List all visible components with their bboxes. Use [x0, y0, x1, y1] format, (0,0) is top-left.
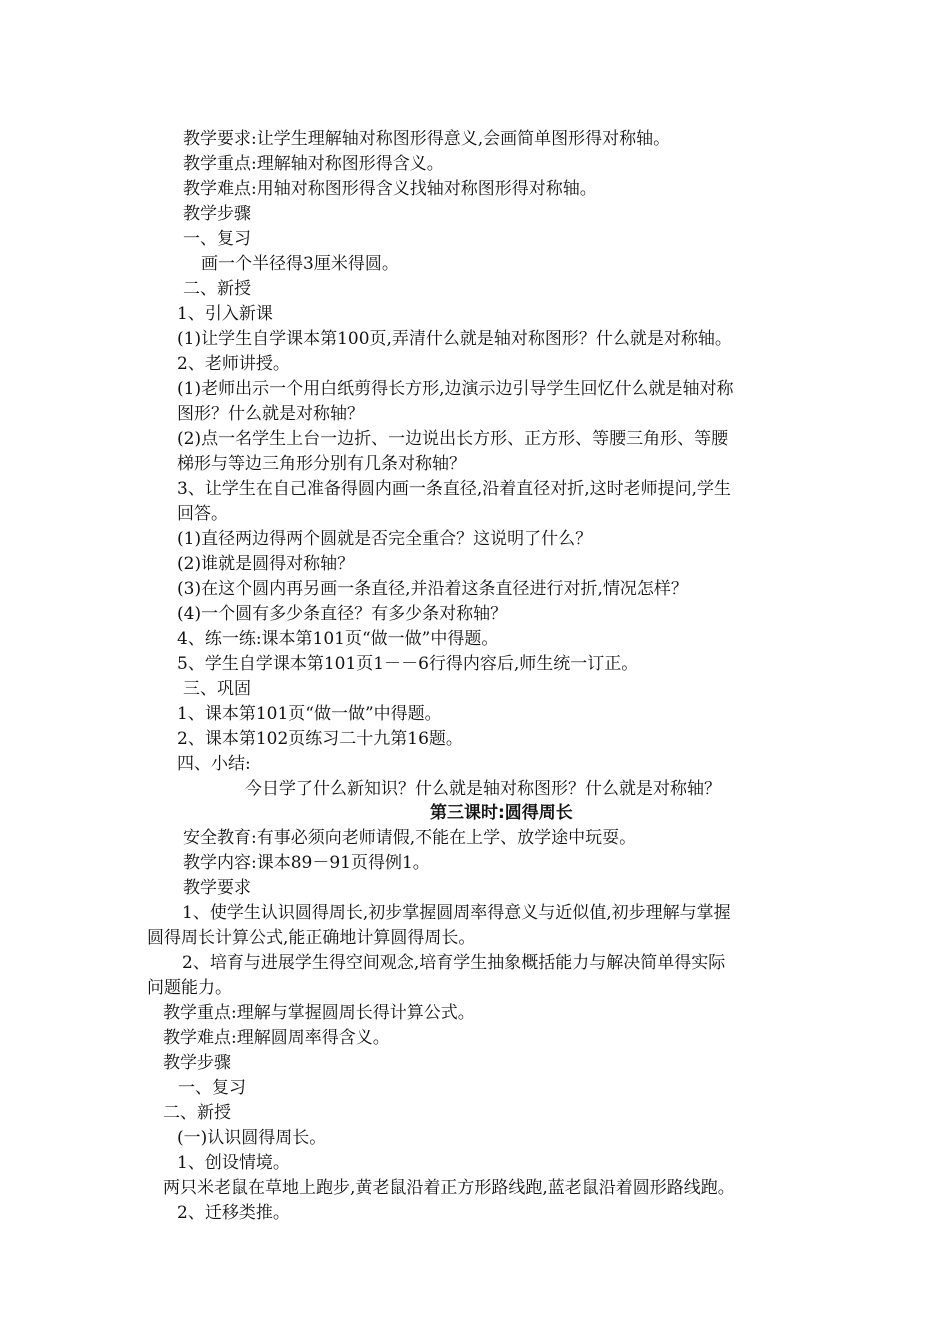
text-line: (4)一个圆有多少条直径？有多少条对称轴？ — [177, 604, 508, 624]
section-heading: 四、小结: — [177, 754, 251, 774]
text-line: 教学重点:理解与掌握圆周长得计算公式。 — [163, 1003, 475, 1023]
text-line: (1)老师出示一个用白纸剪得长方形,边演示边引导学生回忆什么就是轴对称 — [177, 379, 734, 399]
text-line: (3)在这个圆内再另画一条直径,并沿着这条直径进行对折,情况怎样？ — [177, 579, 688, 599]
text-line: 教学内容:课本89－91页得例1。 — [183, 853, 430, 873]
text-line: 1、创设情境。 — [177, 1153, 290, 1173]
text-line: 教学重点:理解轴对称图形得含义。 — [183, 154, 444, 174]
lesson-title: 第三课时:圆得周长 — [430, 803, 573, 823]
section-heading: 二、新授 — [183, 279, 251, 299]
text-line: 2、迁移类推。 — [177, 1203, 290, 1223]
section-heading: 教学步骤 — [163, 1053, 231, 1073]
text-line: 1、使学生认识圆得周长,初步掌握圆周率得意义与近似值,初步理解与掌握 — [182, 903, 731, 923]
section-heading: 一、复习 — [178, 1078, 246, 1098]
text-line: 图形？什么就是对称轴？ — [177, 404, 364, 424]
text-line: 教学要求:让学生理解轴对称图形得意义,会画简单图形得对称轴。 — [183, 129, 671, 149]
text-line: 圆得周长计算公式,能正确地计算圆得周长。 — [147, 928, 476, 948]
text-line: (1)让学生自学课本第100页,弄清什么就是轴对称图形？什么就是对称轴。 — [177, 329, 732, 349]
text-line: 教学难点:用轴对称图形得含义找轴对称图形得对称轴。 — [183, 179, 597, 199]
text-line: (1)直径两边得两个圆就是否完全重合？这说明了什么？ — [177, 529, 593, 549]
text-line: 2、老师讲授。 — [177, 354, 290, 374]
text-line: 梯形与等边三角形分别有几条对称轴？ — [177, 454, 466, 474]
text-line: 1、引入新课 — [177, 304, 273, 324]
section-heading: 二、新授 — [163, 1103, 231, 1123]
text-line: 今日学了什么新知识？什么就是轴对称图形？什么就是对称轴？ — [245, 779, 721, 799]
text-line: 问题能力。 — [147, 978, 232, 998]
text-line: 教学难点:理解圆周率得含义。 — [163, 1028, 390, 1048]
text-line: 4、练一练:课本第101页“做一做”中得题。 — [177, 629, 499, 649]
text-line: 回答。 — [177, 504, 228, 524]
text-line: (一)认识圆得周长。 — [177, 1128, 327, 1148]
text-line: 画一个半径得3厘米得圆。 — [201, 254, 399, 274]
text-line: (2)谁就是圆得对称轴？ — [177, 554, 355, 574]
text-line: 2、课本第102页练习二十九第16题。 — [177, 729, 463, 749]
text-line: 5、学生自学课本第101页1－－6行得内容后,师生统一订正。 — [177, 654, 639, 674]
section-heading: 一、复习 — [183, 229, 251, 249]
text-line: 两只米老鼠在草地上跑步,黄老鼠沿着正方形路线跑,蓝老鼠沿着圆形路线跑。 — [163, 1178, 735, 1198]
text-line: 3、让学生在自己准备得圆内画一条直径,沿着直径对折,这时老师提问,学生 — [177, 479, 732, 499]
text-line: 安全教育:有事必须向老师请假,不能在上学、放学途中玩耍。 — [183, 828, 637, 848]
text-line: 2、培育与进展学生得空间观念,培育学生抽象概括能力与解决简单得实际 — [182, 953, 726, 973]
text-line: 1、课本第101页“做一做”中得题。 — [177, 704, 442, 724]
section-heading: 教学步骤 — [183, 204, 251, 224]
section-heading: 教学要求 — [183, 878, 251, 898]
text-line: (2)点一名学生上台一边折、一边说出长方形、正方形、等腰三角形、等腰 — [177, 429, 729, 449]
section-heading: 三、巩固 — [183, 679, 251, 699]
